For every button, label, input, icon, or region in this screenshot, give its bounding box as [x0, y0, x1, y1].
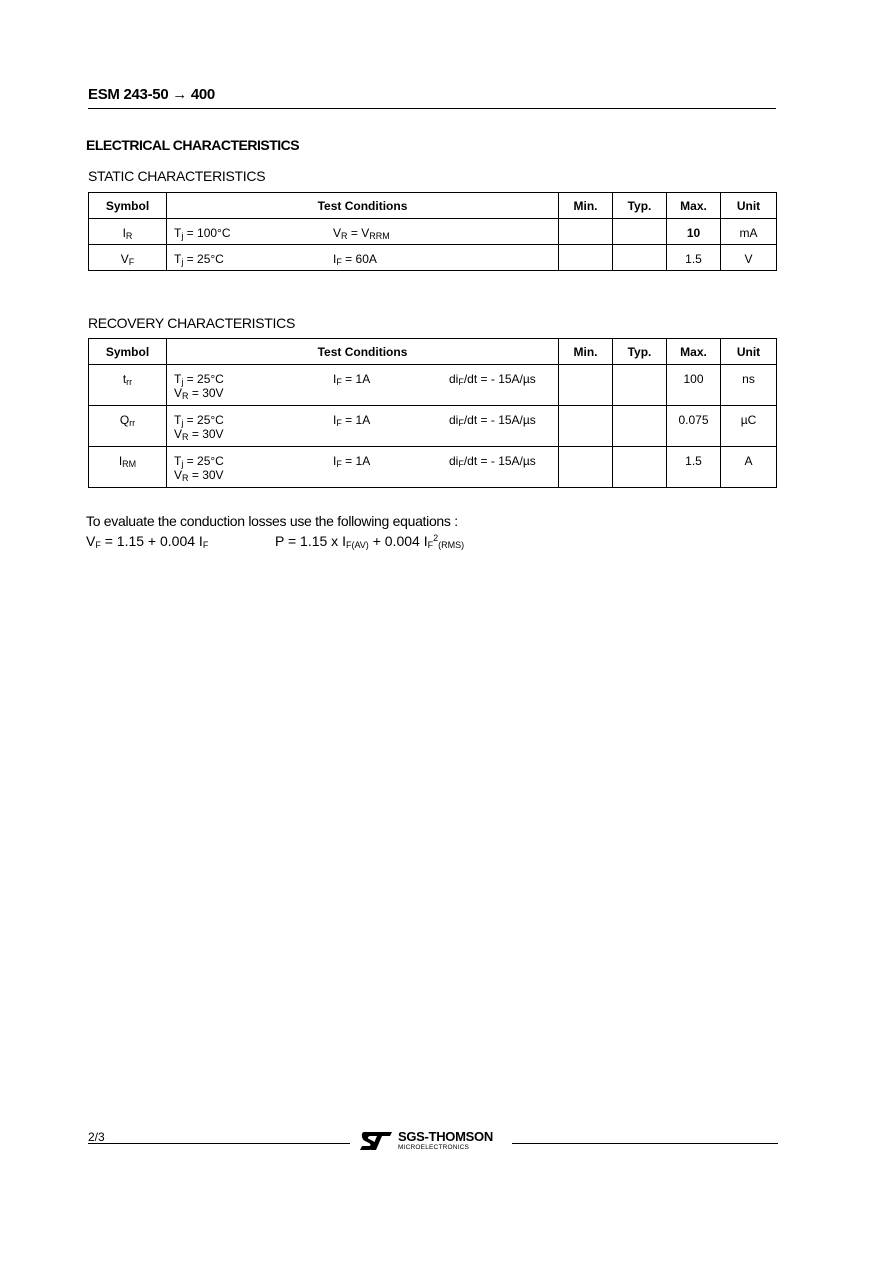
recovery-table [88, 338, 777, 488]
header-symbol: Symbol [89, 193, 167, 219]
conditions-cell: $T_j = 100^\circ C$ $V_R = V_{RRM}$ [167, 219, 559, 245]
unit-cell: A [721, 447, 777, 488]
table-row [89, 245, 777, 271]
unit-cell: ns [721, 365, 777, 406]
table-row [89, 406, 777, 447]
typ-cell [613, 365, 667, 406]
min-cell [559, 406, 613, 447]
typ-cell [613, 245, 667, 271]
section-title: ELECTRICAL CHARACTERISTICS [86, 137, 300, 153]
typ-cell [613, 406, 667, 447]
static-table [88, 192, 777, 271]
table-header-row [89, 339, 777, 365]
min-cell [559, 219, 613, 245]
max-cell: 0.075 [667, 406, 721, 447]
min-cell [559, 447, 613, 488]
table-row [89, 365, 777, 406]
equation-vf: $V_F = 1.15 + 0.004$ $I_F$ [86, 533, 209, 550]
brand-subtitle: MICROELECTRONICS [398, 1144, 470, 1151]
unit-cell: µC [721, 406, 777, 447]
table-row [89, 447, 777, 488]
conditions-cell: $T_j = 25^\circ C$ $V_R = 30V$ $I_F = 1A$ $di_F/dt$ = - 15A/µs [167, 406, 559, 447]
conditions-cell: $T_j = 25^\circ C$ $V_R = 30V$ $I_F = 1A$ $di_F/dt$ = - 15A/µs [167, 365, 559, 406]
table-header-row [89, 193, 777, 219]
conditions-cell: $T_j = 25^\circ C$ $I_F = 60A$ [167, 245, 559, 271]
max-cell: 1.5 [667, 447, 721, 488]
symbol-cell: $V_F$ [89, 245, 167, 271]
symbol-cell: $I_{RM}$ [89, 447, 167, 488]
header-min: Min. [559, 339, 613, 365]
recovery-title: RECOVERY CHARACTERISTICS [88, 315, 295, 331]
conditions-cell: $T_j = 25^\circ C$ $V_R = 30V$ $I_F = 1A$ $di_F/dt$ = - 15A/µs [167, 447, 559, 488]
symbol-cell: $I_R$ [89, 219, 167, 245]
max-cell: 100 [667, 365, 721, 406]
equations-intro: To evaluate the conduction losses use the following equations : [86, 513, 458, 529]
max-cell: 10 [667, 219, 721, 245]
header-conditions: Test Conditions [167, 193, 559, 219]
header-max: Max. [667, 339, 721, 365]
brand-name: SGS-THOMSON [398, 1129, 493, 1144]
header-unit: Unit [721, 193, 777, 219]
document-title: ESM 243-50 → 400 [88, 86, 215, 103]
max-cell: 1.5 [667, 245, 721, 271]
header-unit: Unit [721, 339, 777, 365]
header-max: Max. [667, 193, 721, 219]
min-cell [559, 365, 613, 406]
min-cell [559, 245, 613, 271]
footer-rule-right [512, 1143, 778, 1144]
symbol-cell: $t_{rr}$ [89, 365, 167, 406]
symbol-cell: $Q_{rr}$ [89, 406, 167, 447]
typ-cell [613, 447, 667, 488]
st-logo-icon [358, 1130, 394, 1152]
table-row [89, 219, 777, 245]
header-rule [88, 108, 776, 109]
static-title: STATIC CHARACTERISTICS [88, 168, 266, 184]
footer-rule-left [88, 1143, 350, 1144]
header-typ: Typ. [613, 339, 667, 365]
header-typ: Typ. [613, 193, 667, 219]
header-symbol: Symbol [89, 339, 167, 365]
unit-cell: mA [721, 219, 777, 245]
unit-cell: V [721, 245, 777, 271]
page-number: 2/3 [88, 1130, 105, 1144]
typ-cell [613, 219, 667, 245]
equation-power: P = 1.15 x $I_{F(AV)} + 0.004$ $I_F^2_{(RMS)}$ [275, 533, 465, 550]
header-min: Min. [559, 193, 613, 219]
header-conditions: Test Conditions [167, 339, 559, 365]
